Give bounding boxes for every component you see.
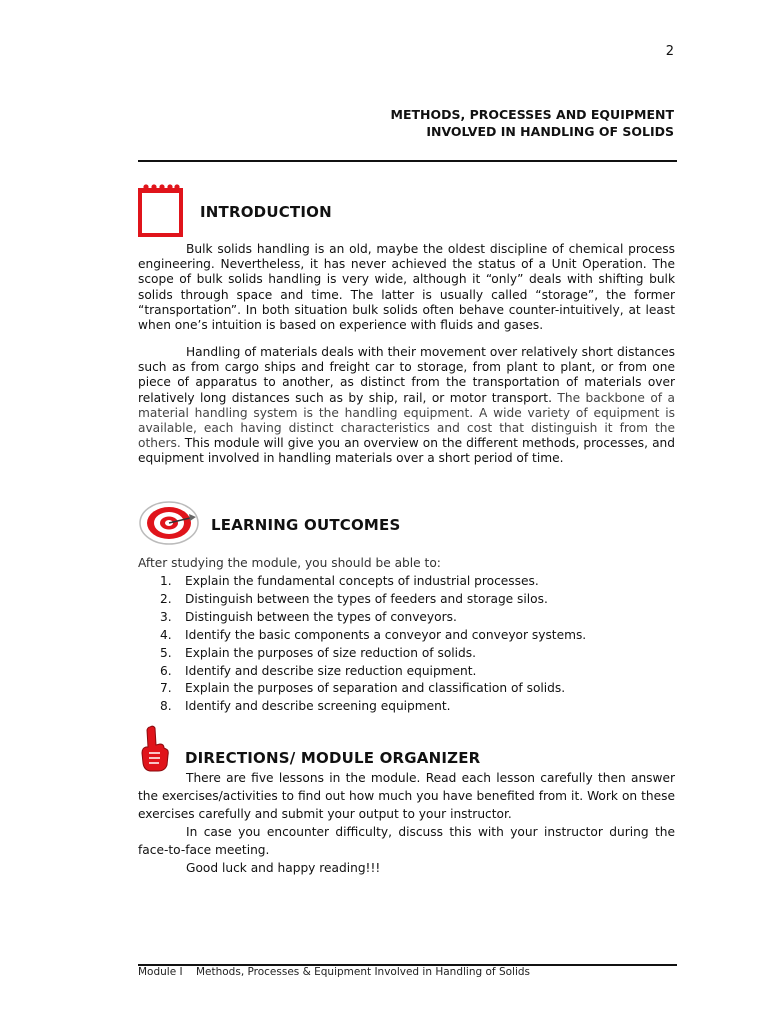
introduction-paragraph-2b: The backbone of a material handling system is the handling equipment. A wide variety of equipment is available, each having distinct characteristics and cost that distinguish it from the others. — [138, 390, 675, 451]
introduction-paragraph-2a: Handling of materials deals with their movement over relatively short distances such as from cargo ships and freight car to storage, from plant to plant, or from one piece of apparatus to another, as distinct from the transportation of materials over relatively long distances such as by ship, rail, or motor transport. — [138, 345, 675, 405]
pointing-hand-icon — [140, 725, 170, 773]
directions-paragraph-1: There are five lessons in the module. Read each lesson carefully then answer the exercises/activities to find out how much you have benefited from it. Work on these exercises carefully and submit your output to your instructor. — [138, 771, 675, 821]
list-item: 3. Distinguish between the types of conveyors. — [160, 609, 457, 624]
directions-paragraph-2: In case you encounter difficulty, discuss this with your instructor during the face-to-face meeting. — [138, 825, 675, 857]
notepad-icon — [137, 183, 185, 239]
document-title-line-1: METHODS, PROCESSES AND EQUIPMENT — [390, 107, 674, 122]
learning-outcomes-heading: LEARNING OUTCOMES — [211, 516, 401, 534]
introduction-paragraph-2 — [138, 345, 675, 467]
list-item: 6. Identify and describe size reduction equipment. — [160, 663, 477, 678]
document-title-line-2: INVOLVED IN HANDLING OF SOLIDS — [426, 124, 674, 139]
header-rule — [138, 160, 677, 162]
list-item: 5. Explain the purposes of size reduction of solids. — [160, 645, 477, 660]
list-item: 4. Identify the basic components a conveyor and conveyor systems. — [160, 627, 587, 642]
directions-paragraph-3: Good luck and happy reading!!! — [186, 861, 381, 875]
directions-heading: DIRECTIONS/ MODULE ORGANIZER — [185, 749, 481, 767]
list-item: 7. Explain the purposes of separation and classification of solids. — [160, 681, 566, 696]
introduction-paragraph-1: Bulk solids handling is an old, maybe the oldest discipline of chemical process engineering. Nevertheless, it has never achieved the status of a Unit Operation. The scope of bulk solids handling is very wide, although it “only” deals with shifting bulk solids through space and time. The latter is usually called “storage”, the former “transportation”. In both situation bulk solids often behave counter-intuitively, at least when one’s intuition is based on experience with fluids and gases. — [138, 242, 675, 333]
list-item: 8. Identify and describe screening equipment. — [160, 699, 451, 714]
introduction-heading: INTRODUCTION — [200, 203, 332, 221]
learning-outcomes-list — [160, 573, 586, 716]
footer-text: Module I Methods, Processes & Equipment Involved in Handling of Solids — [138, 966, 531, 978]
introduction-paragraph-2c: This module will give you an overview on the different methods, processes, and equipment involved in handling materials over a short period of time. — [138, 436, 675, 466]
page-number: 2 — [665, 44, 674, 59]
list-item: 1. Explain the fundamental concepts of industrial processes. — [160, 574, 539, 588]
target-icon — [138, 500, 200, 546]
list-item: 2. Distinguish between the types of feeders and storage silos. — [160, 591, 548, 606]
document-title — [254, 106, 674, 140]
learning-outcomes-intro: After studying the module, you should be able to: — [138, 556, 441, 570]
